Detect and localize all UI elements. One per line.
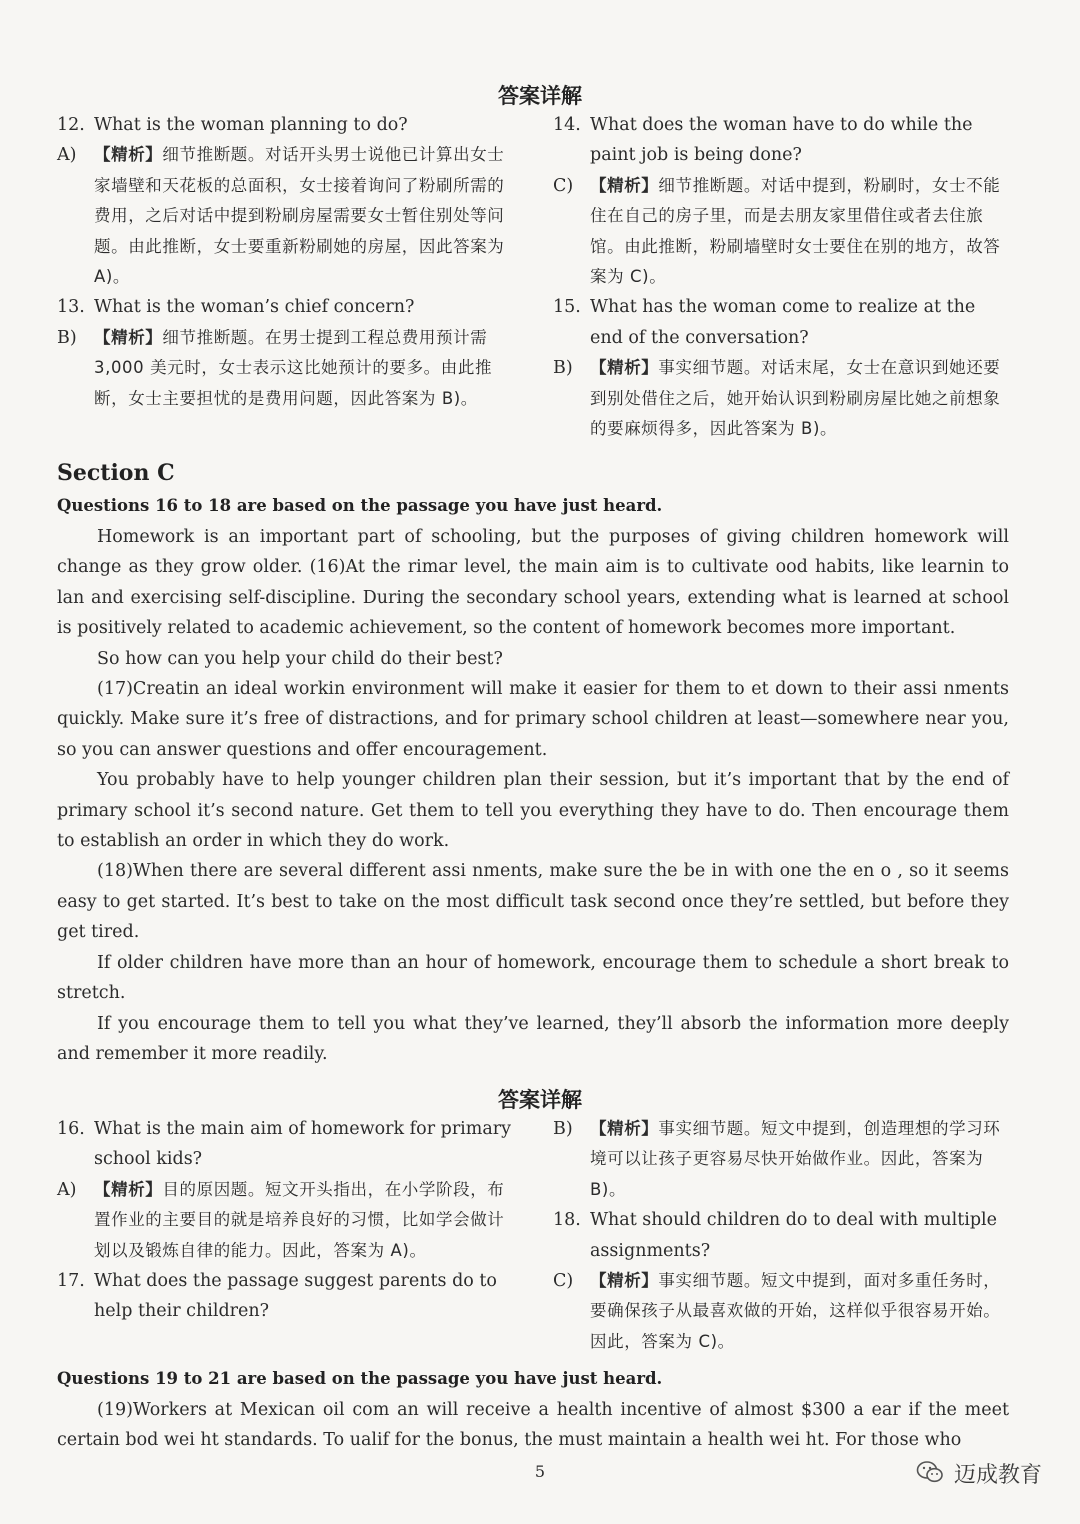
- question-text: What should children do to deal with multiple assignments?: [590, 1210, 998, 1261]
- answer-item: [553, 353, 1009, 444]
- question-text: What does the woman have to do while the paint job is being done?: [590, 115, 973, 166]
- question-text: What has the woman come to realize at the end of the conversation?: [590, 297, 976, 348]
- left-column-top: [57, 110, 515, 414]
- answer-label: A): [57, 145, 77, 166]
- analysis-tag: 【精析】: [590, 1271, 659, 1291]
- analysis-text: 细节推断题。在男士提到工程总费用预计需 3,000 美元时，女士表示这比她预计的要多。由此推断，女士主要担忧的是费用问题，因此答案为 B)。: [94, 327, 493, 408]
- questions-intro-16-18: Questions 16 to 18 are based on the passage you have just heard.: [57, 496, 663, 515]
- answer-label: B): [57, 327, 77, 348]
- watermark-text: 迈成教育: [953, 1463, 1042, 1488]
- passage-paragraph: So how can you help your child do their best?: [97, 648, 503, 669]
- question-text: What does the passage suggest parents do to help their children?: [94, 1271, 497, 1322]
- question-number: 12.: [57, 115, 85, 135]
- analysis-tag: 【精析】: [94, 327, 163, 347]
- wechat-icon: [916, 1460, 944, 1488]
- question-number: 15.: [553, 297, 581, 318]
- passage-paragraph: If older children have more than an hour of homework, encourage them to schedule a short break to stretch.: [57, 952, 1009, 1004]
- passage-16-18: [57, 522, 1009, 1069]
- answer-label: C): [553, 1271, 574, 1292]
- answer-item: [553, 1266, 1009, 1357]
- question-number: 16.: [57, 1119, 85, 1139]
- analysis-tag: 【精析】: [590, 175, 659, 195]
- question-text: What is the main aim of homework for primary school kids?: [94, 1119, 512, 1170]
- question-number: 14.: [553, 115, 581, 135]
- question-item: [553, 1205, 1009, 1266]
- questions-intro-19-21: Questions 19 to 21 are based on the passage you have just heard.: [57, 1369, 663, 1388]
- answer-item: [553, 171, 1009, 293]
- answer-item: [57, 1175, 515, 1266]
- analysis-text: 细节推断题。对话开头男士说他已计算出女士家墙壁和天花板的总面积，女士接着询问了粉刷所需的费用，之后对话中提到粉刷房屋需要女士暂住别处等问题。由此推断，女士要重新粉刷她的房屋，因此答案为 A)。: [94, 145, 505, 287]
- watermark: [916, 1458, 1042, 1489]
- analysis-text: 目的原因题。短文开头指出，在小学阶段，布置作业的主要目的就是培养良好的习惯，比如学会做计划以及锻炼自律的能力。因此，答案为 A)。: [94, 1179, 505, 1260]
- question-number: 17.: [57, 1271, 85, 1292]
- question-number: 18.: [553, 1210, 581, 1231]
- question-item: [553, 110, 1009, 171]
- page-number: 5: [534, 1462, 546, 1481]
- passage-paragraph: (19)Workers at Mexican oil com an will receive a health incentive of almost $300 a ear if the meet certain bod wei ht standards. To ualif for the bonus, the must maintain a health wei ht. For those who: [57, 1400, 1009, 1451]
- question-item: [57, 110, 515, 140]
- question-item: [57, 1114, 515, 1175]
- question-text: What is the woman’s chief concern?: [94, 297, 415, 318]
- answer-explanation-heading: 答案详解: [498, 84, 582, 108]
- analysis-text: 事实细节题。短文中提到，创造理想的学习环境可以让孩子更容易尽快开始做作业。因此，答案为 B)。: [590, 1119, 1001, 1199]
- analysis-text: 事实细节题。短文中提到，面对多重任务时，要确保孩子从最喜欢做的开始，这样似乎很容易开始。因此，答案为 C)。: [590, 1271, 1001, 1351]
- answer-explanation-heading-2: 答案详解: [498, 1088, 582, 1112]
- passage-paragraph: Homework is an important part of schooling, but the purposes of giving children homework will change as they grow older. (16)At the rimar level, the main aim is to cultivate ood habits, like learnin to lan and exercising self-discipline. During the secondary school years, extending what is learned at school is positively related to academic achievement, so the content of homework becomes more important.: [57, 527, 1009, 639]
- analysis-tag: 【精析】: [94, 1179, 163, 1199]
- analysis-tag: 【精析】: [590, 1119, 659, 1138]
- answer-item: [57, 140, 515, 292]
- analysis-tag: 【精析】: [590, 358, 659, 378]
- question-item: [553, 292, 1009, 353]
- passage-paragraph: (17)Creatin an ideal workin environment will make it easier for them to et down to their assi nments quickly. Make sure it’s free of distractions, and for primary school children at least—somewhere near you, so you can answer questions and offer encouragement.: [57, 679, 1009, 760]
- answer-label: A): [57, 1179, 77, 1200]
- answer-label: B): [553, 1119, 573, 1139]
- answer-item: [57, 323, 515, 414]
- answer-label: B): [553, 358, 573, 379]
- answer-item: [553, 1114, 1009, 1205]
- right-column-top: [553, 110, 1009, 444]
- analysis-text: 事实细节题。对话末尾，女士在意识到她还要到别处借住之后，她开始认识到粉刷房屋比她之前想象的要麻烦得多，因此答案为 B)。: [590, 358, 1001, 439]
- left-column-bottom: [57, 1114, 515, 1327]
- section-title: Section C: [57, 460, 175, 486]
- passage-paragraph: (18)When there are several different assi nments, make sure the be in with one the en o , so it seems easy to get started. It’s best to take on the most difficult task second once they’re settled, but before they get tired.: [57, 861, 1009, 943]
- passage-19-21: [57, 1395, 1009, 1456]
- analysis-text: 细节推断题。对话中提到，粉刷时，女士不能住在自己的房子里，而是去朋友家里借住或者去住旅馆。由此推断，粉刷墙壁时女士要住在别的地方，故答案为 C)。: [590, 175, 1001, 287]
- answer-label: C): [553, 175, 574, 196]
- question-item: [57, 1266, 515, 1327]
- analysis-tag: 【精析】: [94, 145, 163, 165]
- question-text: What is the woman planning to do?: [94, 115, 408, 135]
- passage-paragraph: You probably have to help younger children plan their session, but it’s important that by the end of primary school it’s second nature. Get them to tell you everything they have to do. Then encourage them to establish an order in which they do work.: [57, 770, 1009, 852]
- question-number: 13.: [57, 297, 85, 318]
- question-item: [57, 292, 515, 322]
- right-column-bottom: [553, 1114, 1009, 1357]
- passage-paragraph: If you encourage them to tell you what they’ve learned, they’ll absorb the information more deeply and remember it more readily.: [57, 1013, 1009, 1064]
